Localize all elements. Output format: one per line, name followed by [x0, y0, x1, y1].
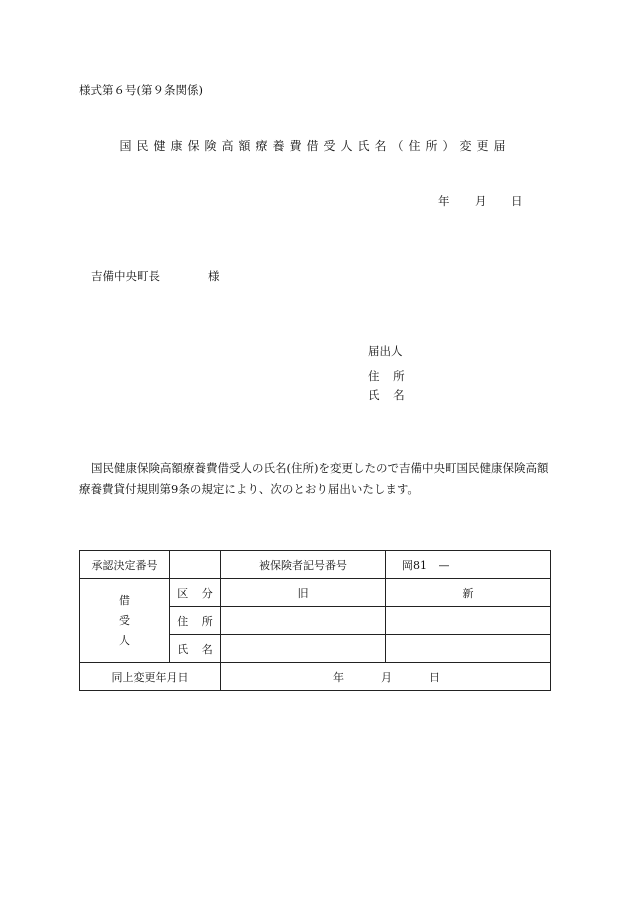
applicant-label: 届出人: [368, 344, 403, 358]
applicant-address-label: 住 所: [368, 369, 405, 383]
borrower-label: [80, 579, 170, 663]
borrower-char-2: 受: [119, 613, 130, 627]
date-month-label: 月: [475, 194, 487, 208]
decision-number-label: 承認決定番号: [80, 551, 170, 579]
category-label: 区 分: [170, 579, 221, 607]
change-date-label: 同上変更年月日: [80, 663, 221, 691]
table-row-header: [80, 551, 551, 579]
change-date-year: 年: [333, 670, 344, 684]
name-old-field[interactable]: [221, 635, 386, 663]
name-row-label: 氏 名: [170, 635, 221, 663]
addressee-name: 吉備中央町長: [91, 269, 160, 283]
change-date-month: 月: [381, 670, 392, 684]
borrower-char-3: 人: [119, 633, 130, 647]
body-text: 国民健康保険高額療養費借受人の氏名(住所)を変更したので吉備中央町国民健康保険高額療養費貸付規則第9条の規定により、次のとおり届出いたします。: [79, 461, 549, 496]
change-date-day: 日: [429, 670, 440, 684]
change-form-table: [79, 550, 551, 691]
address-row-label: 住 所: [170, 607, 221, 635]
insured-number-field[interactable]: 岡81 —: [386, 551, 551, 579]
name-new-field[interactable]: [386, 635, 551, 663]
document-title: 国民健康保険高額療養費借受人氏名（住所）変更届: [119, 139, 511, 153]
date-day-label: 日: [511, 194, 523, 208]
insured-number-label: 被保険者記号番号: [221, 551, 386, 579]
table-row-category: [80, 579, 551, 607]
address-old-field[interactable]: [221, 607, 386, 635]
form-number: 様式第６号(第９条関係): [79, 83, 203, 97]
table-row-change-date: [80, 663, 551, 691]
address-new-field[interactable]: [386, 607, 551, 635]
decision-number-field[interactable]: [170, 551, 221, 579]
borrower-char-1: 借: [119, 593, 130, 607]
change-date-field[interactable]: [221, 663, 551, 691]
date-year-label: 年: [438, 194, 450, 208]
new-column-label: 新: [386, 579, 551, 607]
applicant-name-label: 氏 名: [368, 388, 405, 402]
addressee-honorific: 様: [208, 269, 220, 283]
old-column-label: 旧: [221, 579, 386, 607]
